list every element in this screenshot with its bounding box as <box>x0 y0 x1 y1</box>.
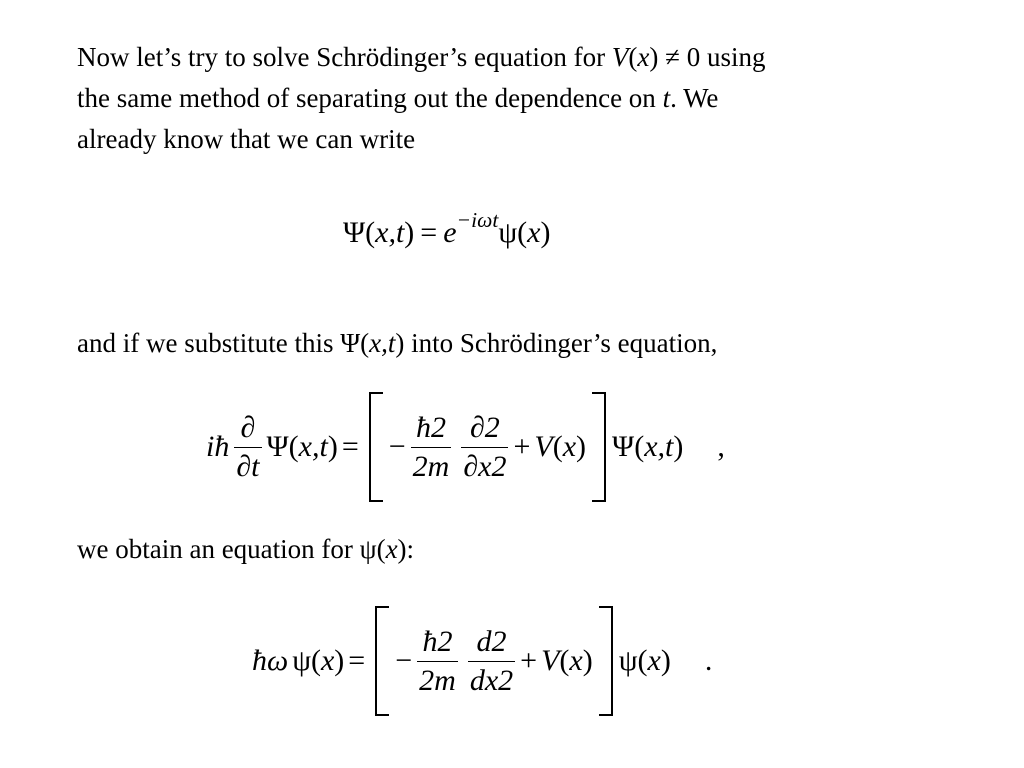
intro-line-3: already know that we can write <box>77 124 416 154</box>
psi-lower-symbol: ψ <box>498 216 518 249</box>
psi-lower-symbol: ψ <box>359 534 377 564</box>
intro-paragraph: Now let’s try to solve Schrödinger’s equation for V(x) ≠ 0 using the same method of separating out the dependence on t. We already know that we can write <box>77 42 766 154</box>
x-variable: x <box>385 534 398 564</box>
i-hbar: iħ <box>206 430 230 463</box>
x-variable: x <box>637 42 650 72</box>
d-squared: d2 <box>476 624 507 658</box>
minus-sign: − <box>395 644 413 677</box>
separation-equation: Ψ ( x,t ) = e −iωt ψ ( x ) <box>343 208 551 249</box>
hbar-squared-over-2m <box>417 624 458 697</box>
second-derivative <box>461 410 508 483</box>
partial-t: ∂t <box>234 447 261 482</box>
psi-capital-symbol: Ψ <box>343 216 366 249</box>
partial-x-squared: ∂x2 <box>461 447 508 482</box>
substitution-text-start: and if we substitute this <box>77 328 334 358</box>
psi-lower-symbol: ψ <box>292 644 311 677</box>
partial-squared: ∂2 <box>469 410 500 444</box>
left-bracket <box>369 392 383 502</box>
psi-capital-symbol: Ψ <box>266 430 289 463</box>
substitution-paragraph: and if we substitute this Ψ(x,t) into Schrödinger’s equation, <box>77 328 718 358</box>
two-m: 2m <box>417 661 458 696</box>
partial-symbol: ∂ <box>240 410 256 444</box>
intro-line-2: the same method of separating out the dependence on <box>77 83 656 113</box>
equals-sign: = <box>341 430 359 463</box>
right-bracket <box>592 392 606 502</box>
trailing-comma: , <box>717 430 725 463</box>
x-variable: x <box>569 644 583 677</box>
hbar-squared: ħ2 <box>415 410 446 444</box>
equals-sign: = <box>348 644 366 677</box>
minus-sign: − <box>388 430 406 463</box>
potential-symbol: V <box>541 644 560 677</box>
plus-sign: + <box>513 430 531 463</box>
second-derivative <box>468 624 515 697</box>
dx-squared: dx2 <box>468 661 515 696</box>
left-bracket <box>375 606 389 716</box>
not-equal-zero-text: ≠ 0 using <box>665 42 766 72</box>
psi-arguments: x,t <box>644 430 674 463</box>
x-variable: x <box>320 644 335 677</box>
psi-arguments: x,t <box>298 430 328 463</box>
plus-sign: + <box>520 644 538 677</box>
equals-sign: = <box>420 216 438 249</box>
exponential-base: e <box>443 216 457 249</box>
potential-symbol: V <box>611 42 629 72</box>
psi-arguments: x,t <box>369 328 396 358</box>
hbar-omega: ħω <box>252 644 289 677</box>
intro-line-1: Now let’s try to solve Schrödinger’s equation for <box>77 42 606 72</box>
hbar-squared: ħ2 <box>422 624 453 658</box>
t-variable: t <box>662 83 671 113</box>
psi-capital-symbol: Ψ <box>612 430 635 463</box>
x-variable: x <box>527 216 541 249</box>
psi-capital-symbol: Ψ <box>340 328 361 358</box>
trailing-period: . <box>704 644 713 677</box>
exponent: −iωt <box>456 208 499 233</box>
hbar-squared-over-2m <box>411 410 452 483</box>
time-derivative <box>234 410 261 483</box>
psi-lower-symbol: ψ <box>618 644 638 677</box>
colon: : <box>406 534 415 564</box>
right-bracket <box>599 606 613 716</box>
result-text-start: we obtain an equation for <box>77 534 353 564</box>
result-paragraph: we obtain an equation for ψ(x): <box>77 534 415 564</box>
potential-symbol: V <box>534 430 553 463</box>
x-variable: x <box>562 430 577 463</box>
intro-line-2-end: . We <box>670 83 719 113</box>
x-variable: x <box>647 644 661 677</box>
schrodinger-equation: iħ $\frac{\partial}{\partial t}$ Ψ ( x,t ) = − $\frac{ħ2}{2m}$ $\frac{\partial 2}{\partial x2}$ + V ( x ) Ψ ( x,t ) , <box>206 392 725 502</box>
psi-arguments: x,t <box>375 216 405 249</box>
two-m: 2m <box>411 447 452 482</box>
substitution-text-end: into Schrödinger’s equation, <box>411 328 718 358</box>
time-independent-equation: ħω ψ ( x ) = − $\frac{ħ2}{2m}$ $\frac{d2}{dx2}$ + V ( x ) ψ ( x ) . <box>252 606 712 716</box>
